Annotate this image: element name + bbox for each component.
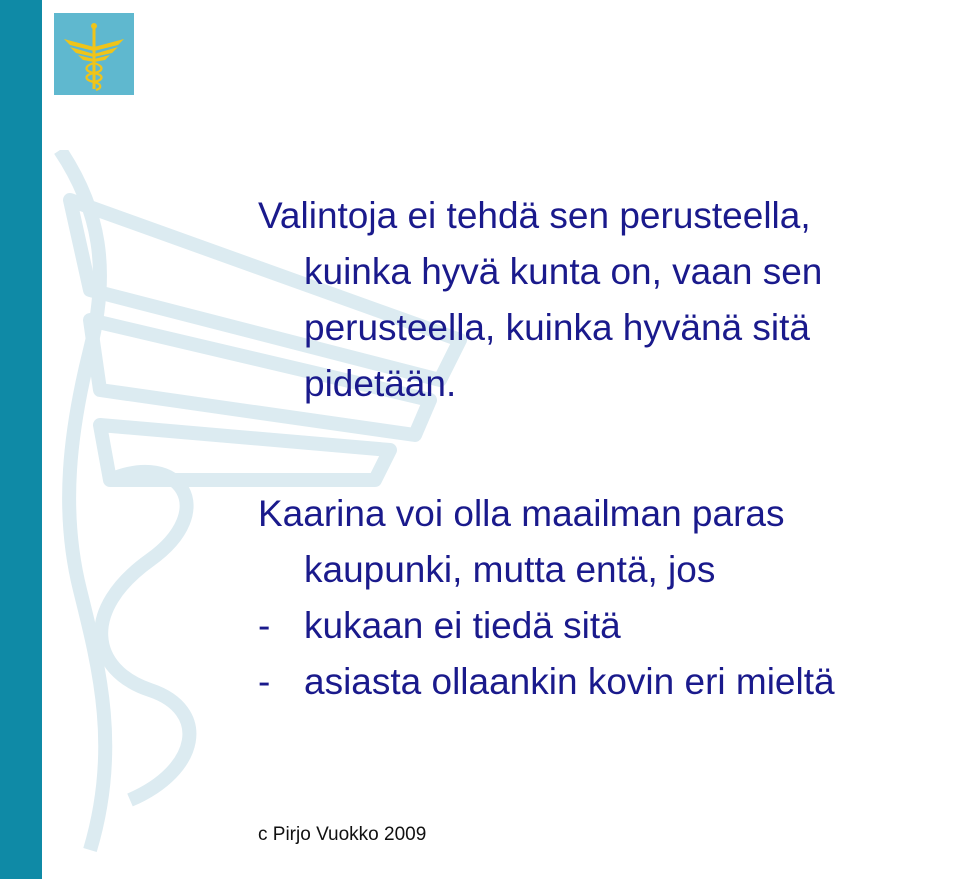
paragraph-line: kaupunki, mutta entä, jos [304,549,716,590]
bullet-item [258,598,835,654]
paragraph-line: pidetään. [304,363,457,404]
bullet-marker: - [258,605,271,646]
bullet-marker: - [258,661,271,702]
paragraph-kaarina [258,486,835,710]
paragraph-line: kuinka hyvä kunta on, vaan sen [304,251,823,292]
paragraph-line: Valintoja ei tehdä sen perusteella, [258,195,811,236]
paragraph-valintoja [258,188,822,412]
paragraph-line: perusteella, kuinka hyvänä sitä [304,307,810,348]
caduceus-winged-emblem-icon [54,13,134,95]
logo [54,13,134,95]
bullet-text: kukaan ei tiedä sitä [304,605,621,646]
paragraph-line: Kaarina voi olla maailman paras [258,493,785,534]
bullet-item [258,654,835,710]
bullet-text: asiasta ollaankin kovin eri mieltä [304,661,835,702]
copyright-footer: c Pirjo Vuokko 2009 [258,824,427,845]
